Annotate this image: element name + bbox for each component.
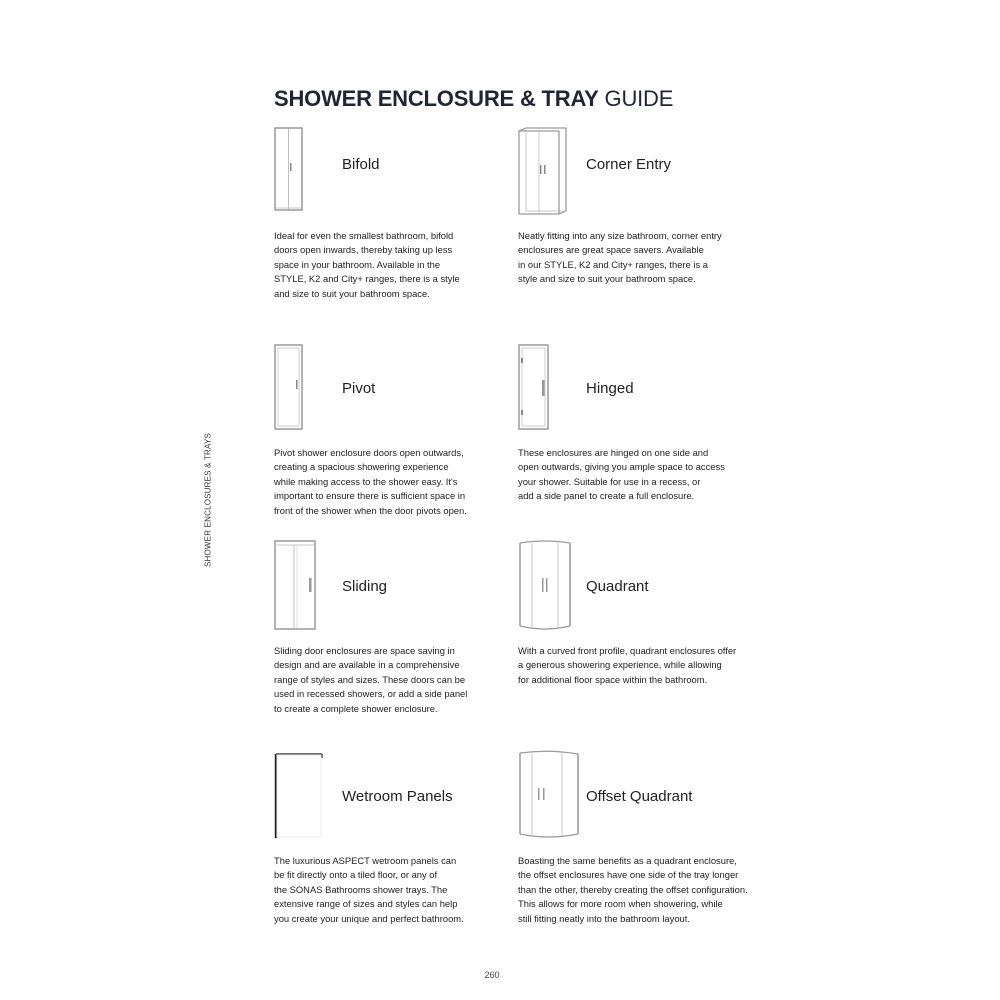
desc-line: still fitting neatly into the bathroom layout. (518, 912, 690, 924)
desc-line: STYLE, K2 and City+ ranges, there is a style (274, 273, 460, 285)
sliding-enclosure-icon (274, 540, 316, 630)
corner-entry-enclosure-icon (518, 127, 568, 215)
enclosure-name: Corner Entry (586, 156, 672, 173)
enclosure-description (274, 854, 524, 926)
page-number: 260 (484, 970, 500, 980)
desc-line: open outwards, giving you ample space to access (518, 461, 725, 473)
desc-line: you create your unique and perfect bathroom. (274, 912, 464, 924)
wetroom-panel-icon (274, 750, 324, 840)
desc-line: Neatly fitting into any size bathroom, corner entry (518, 230, 722, 241)
side-section-label: SHOWER ENCLOSURES & TRAYS (203, 432, 213, 568)
desc-line: design and are available in a comprehensive (274, 659, 460, 671)
desc-line: These enclosures are hinged on one side and (518, 447, 709, 458)
desc-line: range of styles and sizes. These doors can be (274, 673, 466, 685)
desc-line: for additional floor space within the bathroom. (518, 673, 708, 685)
enclosure-description (518, 644, 768, 687)
enclosure-description (274, 446, 524, 518)
desc-line: enclosures are great space savers. Available (518, 244, 704, 256)
desc-line: to create a complete shower enclosure. (274, 702, 438, 714)
desc-line: than the other, thereby creating the offset configuration. (518, 883, 748, 895)
desc-line: creating a spacious showering experience (274, 461, 449, 473)
enclosure-name: Quadrant (586, 578, 649, 595)
desc-line: With a curved front profile, quadrant enclosures offer (518, 645, 737, 656)
enclosure-description (518, 446, 768, 504)
desc-line: Pivot shower enclosure doors open outwards, (274, 447, 464, 458)
enclosure-name: Wetroom Panels (342, 788, 453, 805)
page-title (274, 86, 673, 112)
desc-line: and size to suit your bathroom space. (274, 287, 430, 299)
desc-line: style and size to suit your bathroom space. (518, 273, 696, 285)
desc-line: the offset enclosures have one side of the tray longer (518, 869, 739, 881)
desc-line: Ideal for even the smallest bathroom, bifold (274, 230, 454, 241)
page-title-light: GUIDE (604, 86, 674, 111)
desc-line: doors open inwards, thereby taking up less (274, 244, 453, 256)
desc-line: Boasting the same benefits as a quadrant enclosure, (518, 855, 737, 866)
enclosure-description (274, 229, 524, 301)
enclosure-description (274, 644, 524, 716)
enclosure-name: Sliding (342, 578, 388, 595)
desc-line: the SONAS Bathrooms shower trays. The (274, 883, 448, 895)
desc-line: important to ensure there is sufficient space in (274, 490, 466, 502)
hinged-enclosure-icon (518, 344, 550, 430)
desc-line: be fit directly onto a tiled floor, or any of (274, 869, 438, 881)
desc-line: a generous showering experience, while allowing (518, 659, 722, 671)
enclosure-name: Hinged (586, 380, 634, 397)
desc-line: in our STYLE, K2 and City+ ranges, there is a (518, 258, 708, 270)
bifold-enclosure-icon (274, 127, 304, 211)
enclosure-name: Bifold (342, 156, 380, 173)
enclosure-name: Offset Quadrant (586, 788, 693, 805)
offset-quadrant-enclosure-icon (518, 750, 580, 840)
desc-line: This allows for more room when showering, while (518, 898, 723, 910)
enclosure-description (518, 854, 768, 926)
desc-line: your shower. Suitable for use in a recess, or (518, 475, 701, 487)
page-title-bold: SHOWER ENCLOSURE & TRAY (274, 86, 599, 111)
desc-line: The luxurious ASPECT wetroom panels can (274, 855, 457, 866)
enclosure-description (518, 229, 768, 287)
desc-line: while making access to the shower easy. It's (274, 475, 458, 487)
desc-line: space in your bathroom. Available in the (274, 258, 441, 270)
desc-line: extensive range of sizes and styles can help (274, 898, 458, 910)
desc-line: add a side panel to create a full enclosure. (518, 490, 695, 502)
pivot-enclosure-icon (274, 344, 304, 430)
enclosure-name: Pivot (342, 380, 376, 397)
desc-line: front of the shower when the door pivots open. (274, 504, 467, 516)
quadrant-enclosure-icon (518, 540, 572, 632)
desc-line: used in recessed showers, or add a side panel (274, 688, 468, 700)
desc-line: Sliding door enclosures are space saving in (274, 645, 455, 656)
